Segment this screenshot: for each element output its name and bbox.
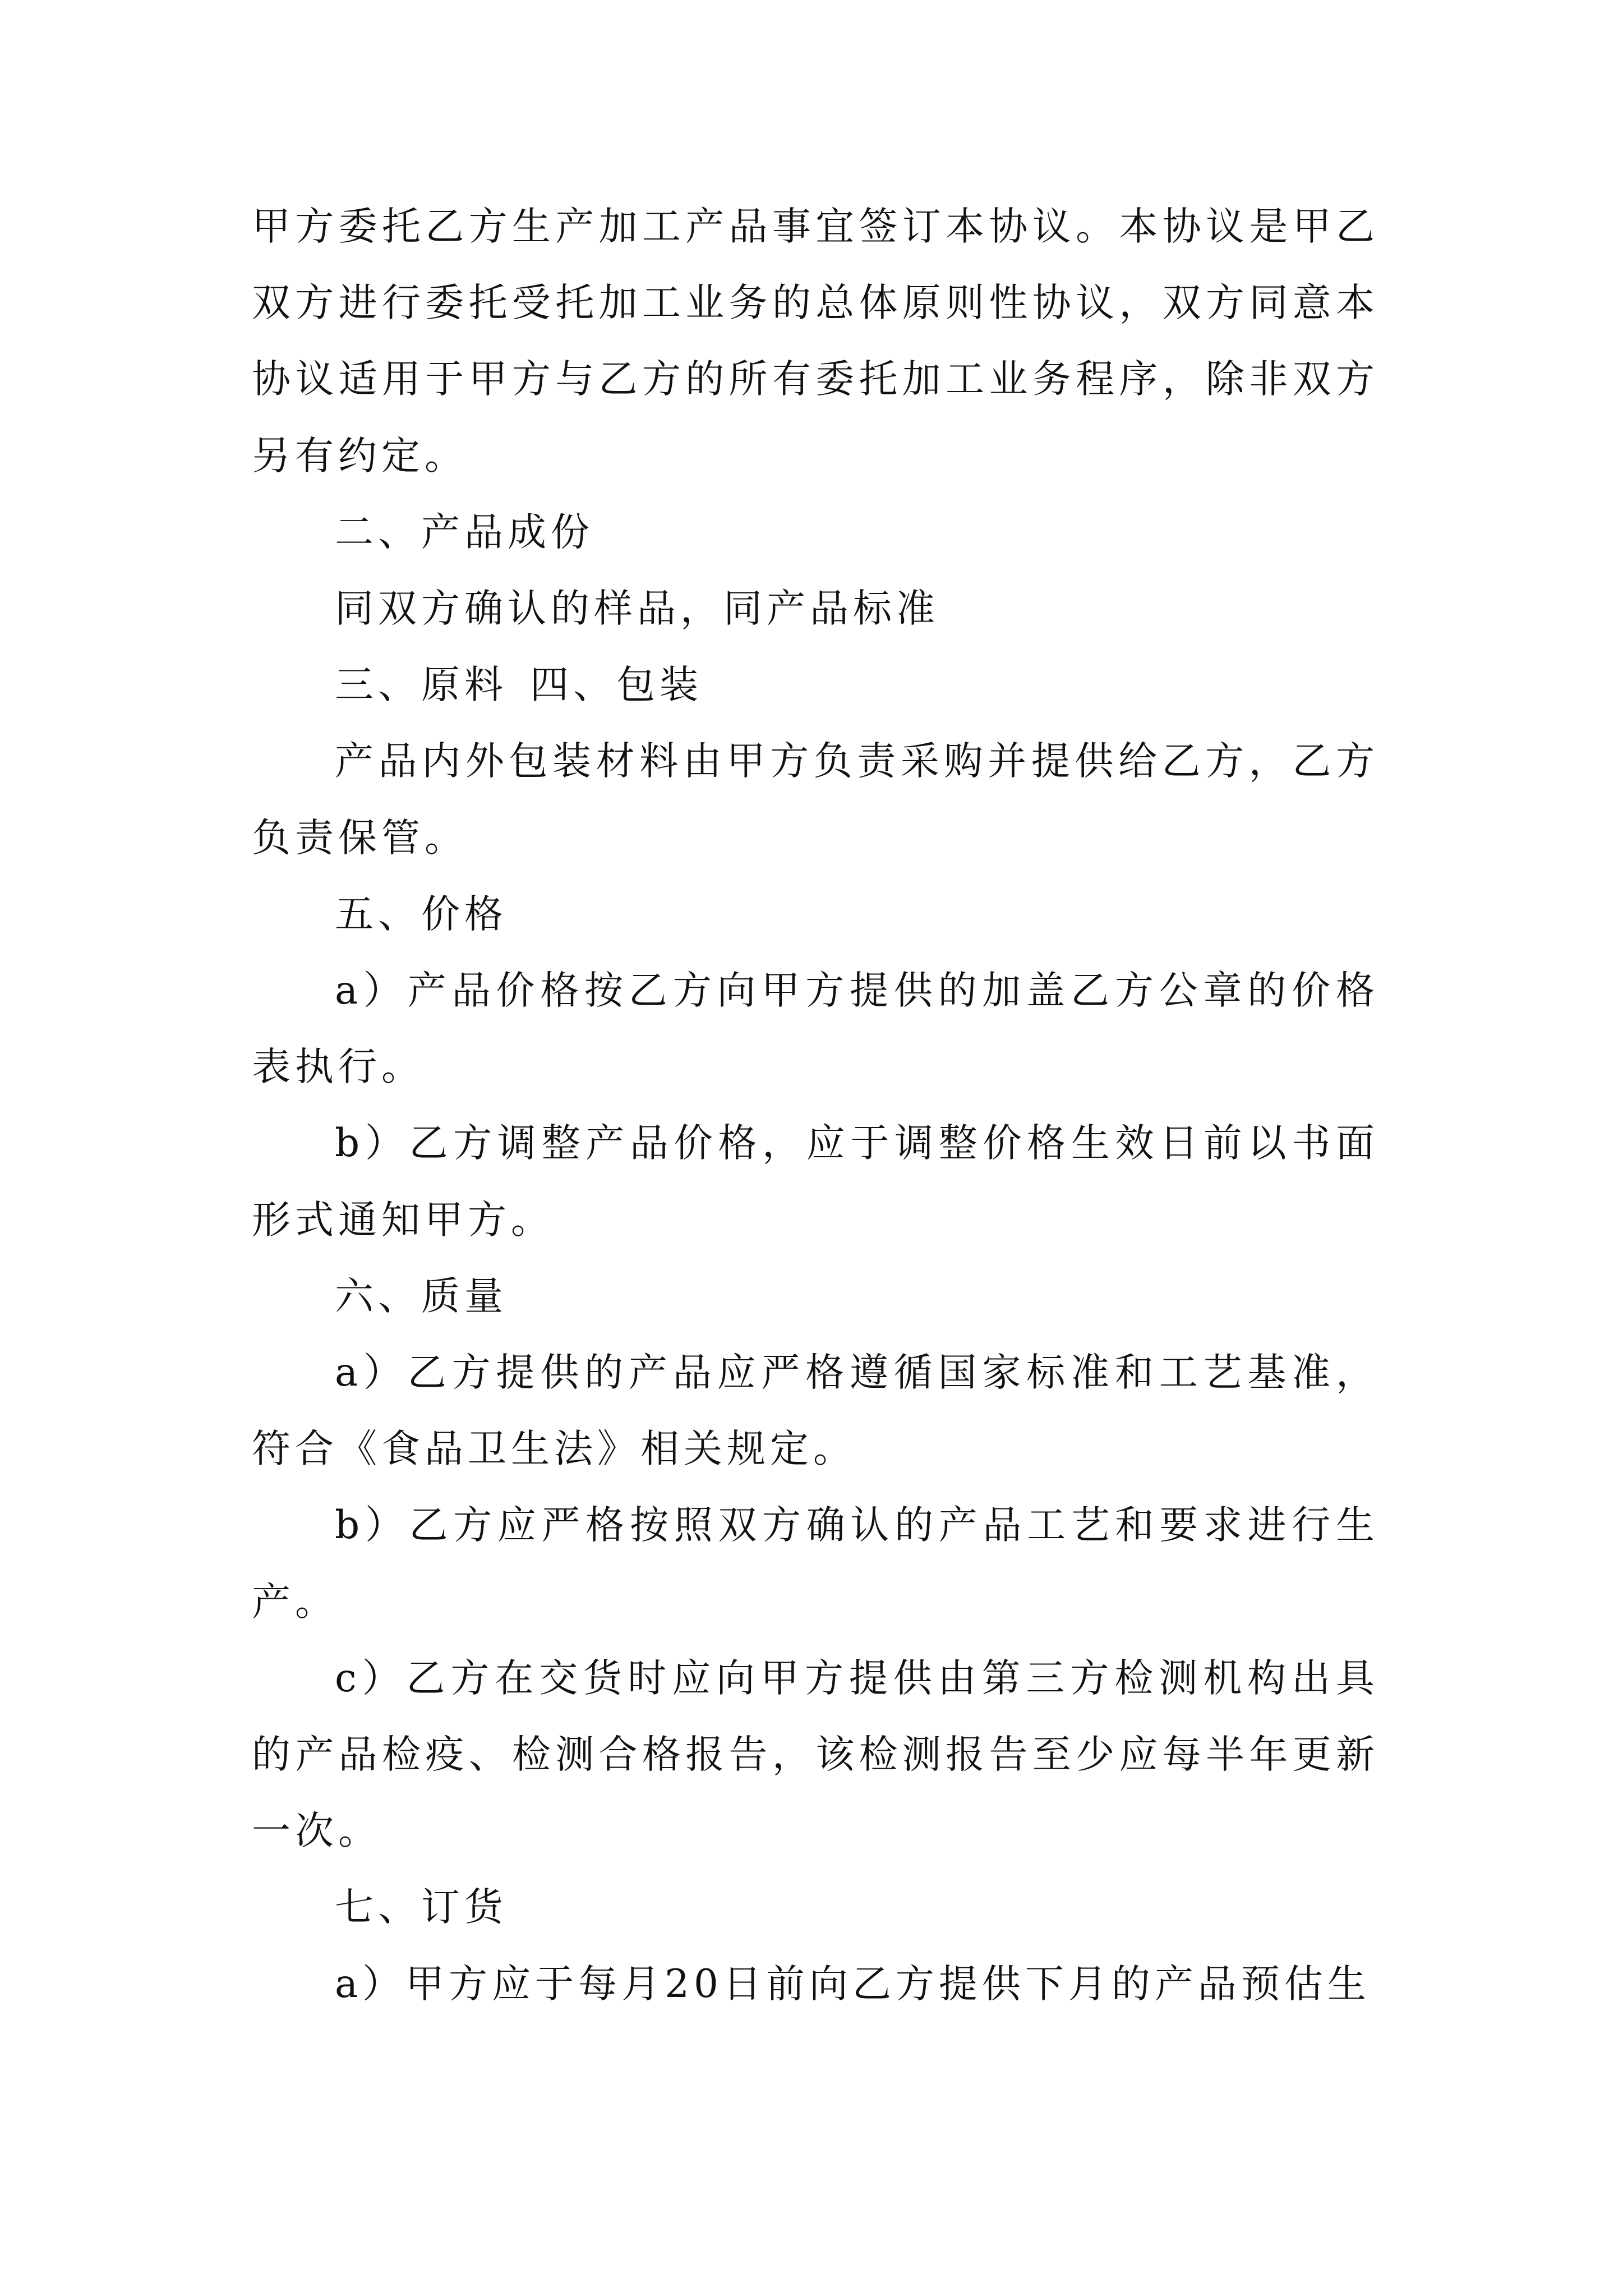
paragraph-quality-a: a）乙方提供的产品应严格遵循国家标准和工艺基准，符合《食品卫生法》相关规定。 <box>252 1350 1379 1472</box>
heading-quality: 六、质量 <box>335 1273 508 1319</box>
heading-price: 五、价格 <box>335 891 508 937</box>
heading-product-ingredients: 二、产品成份 <box>335 509 594 555</box>
paragraph-ingredients: 同双方确认的样品，同产品标准 <box>335 586 939 632</box>
heading-packaging: 四、包装 <box>530 662 703 708</box>
heading-raw-materials: 三、原料 <box>335 662 508 708</box>
headings-materials-packaging <box>252 647 1379 723</box>
paragraph-quality-c: c）乙方在交货时应向甲方提供由第三方检测机构出具的产品检疫、检测合格报告，该检测报告至少应每半年更新一次。 <box>252 1655 1379 1854</box>
paragraph-ordering-a: a）甲方应于每月20日前向乙方提供下月的产品预估生 <box>335 1961 1371 2007</box>
document-body <box>252 188 1379 2022</box>
paragraph-price-a: a）产品价格按乙方向甲方提供的加盖乙方公章的价格表执行。 <box>252 968 1379 1090</box>
paragraph-quality-b: b）乙方应严格按照双方确认的产品工艺和要求进行生产。 <box>252 1503 1379 1625</box>
heading-ordering: 七、订货 <box>335 1885 508 1930</box>
paragraph-scope: 甲方委托乙方生产加工产品事宜签订本协议。本协议是甲乙双方进行委托受托加工业务的总体原则性协议，双方同意本协议适用于甲方与乙方的所有委托加工业务程序，除非双方另有约定。 <box>252 204 1379 478</box>
paragraph-price-b: b）乙方调整产品价格，应于调整价格生效日前以书面形式通知甲方。 <box>252 1121 1379 1243</box>
paragraph-packaging: 产品内外包装材料由甲方负责采购并提供给乙方，乙方负责保管。 <box>252 739 1379 861</box>
